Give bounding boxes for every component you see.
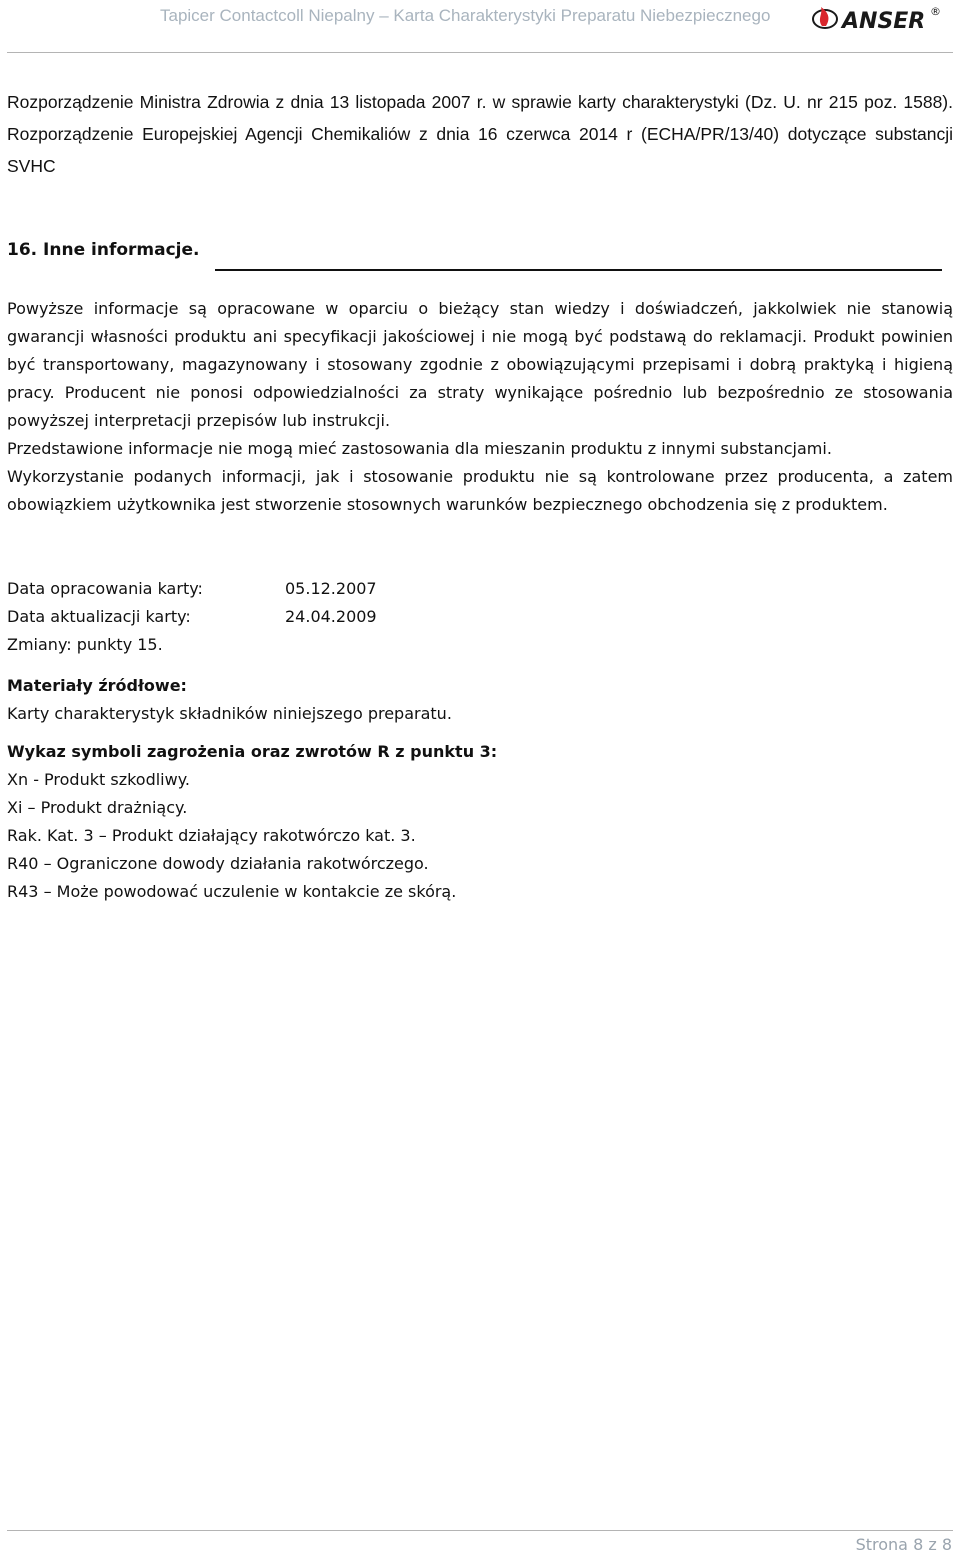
list-item: R43 – Może powodować uczulenie w kontakcie ze skórą.: [7, 882, 457, 901]
source-materials-heading: Materiały źródłowe:: [7, 676, 187, 695]
hazard-symbols: [7, 738, 497, 906]
source-materials: [7, 672, 452, 728]
list-item: Xn - Produkt szkodliwy.: [7, 770, 190, 789]
registered-mark: ®: [930, 5, 941, 18]
document-header-title: Tapicer Contactcoll Niepalny – Karta Charakterystyki Preparatu Niebezpiecznego: [160, 6, 771, 25]
sheet-dates: [7, 575, 377, 659]
section-16-body: [7, 295, 953, 519]
flame-icon: [813, 7, 837, 28]
list-item: Rak. Kat. 3 – Produkt działający rakotwórczo kat. 3.: [7, 826, 416, 845]
updated-date-label: Data aktualizacji karty:: [7, 607, 191, 626]
created-date-value: 05.12.2007: [285, 579, 377, 598]
disclaimer-paragraph: Powyższe informacje są opracowane w oparciu o bieżący stan wiedzy i doświadczeń, jakkolwiek nie stanowią gwarancji własności produktu ani specyfikacji jakościowej i nie mogą być podstawą do reklamacji. Produkt powinien być transportowany, magazynowany i stosowany zgodnie z obowiązującymi przepisami i dobrą praktyką i higieną pracy. Producent nie ponosi odpowiedzialności za straty wynikające pośrednio lub bezpośrednio ze stosowania powyższej interpretacji przepisów lub instrukcji.: [7, 299, 953, 430]
anser-logo: [805, 2, 955, 34]
created-date-label: Data opracowania karty:: [7, 579, 203, 598]
changes-note: Zmiany: punkty 15.: [7, 635, 163, 654]
source-materials-text: Karty charakterystyk składników niniejszego preparatu.: [7, 704, 452, 723]
regulation-paragraph: Rozporządzenie Ministra Zdrowia z dnia 13 listopada 2007 r. w sprawie karty charakterystyki (Dz. U. nr 215 poz. 1588). Rozporządzenie Europejskiej Agencji Chemikaliów z dnia 16 czerwca 2014 r (ECHA/PR/13/40) dotyczące substancji SVHC: [7, 92, 953, 176]
logo-wordmark: ANSER: [842, 9, 926, 34]
mixtures-paragraph: Przedstawione informacje nie mogą mieć zastosowania dla mieszanin produktu z innymi substancjami.: [7, 439, 832, 458]
page-number: Strona 8 z 8: [855, 1535, 952, 1554]
created-date-row: [7, 575, 377, 603]
usage-paragraph: Wykorzystanie podanych informacji, jak i stosowanie produktu nie są kontrolowane przez producenta, a zatem obowiązkiem użytkownika jest stworzenie stosownych warunków bezpiecznego obchodzenia się z produktem.: [7, 467, 953, 514]
list-item: Xi – Produkt drażniący.: [7, 798, 188, 817]
section-16-heading: 16. Inne informacje.: [7, 240, 200, 260]
updated-date-row: [7, 603, 377, 631]
footer-divider: [7, 1530, 953, 1531]
header-divider: [7, 52, 953, 53]
updated-date-value: 24.04.2009: [285, 607, 377, 626]
hazard-symbols-heading: Wykaz symboli zagrożenia oraz zwrotów R z punktu 3:: [7, 742, 498, 761]
list-item: R40 – Ograniczone dowody działania rakotwórczego.: [7, 854, 429, 873]
section-heading-rule: [215, 269, 942, 271]
